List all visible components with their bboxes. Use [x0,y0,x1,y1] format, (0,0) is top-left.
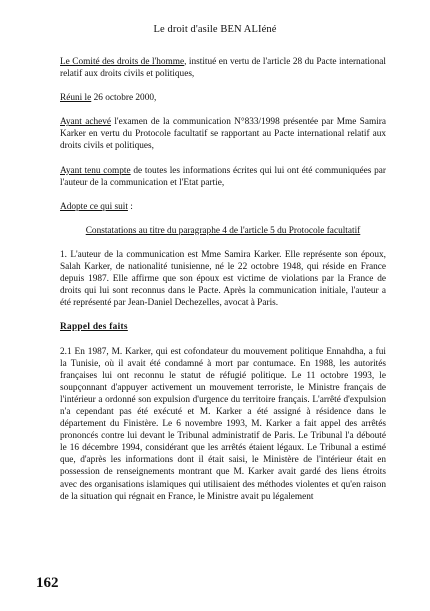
preamble-considered [60,165,386,189]
preamble-committee-lead: Le Comité des droits de l'homme [60,57,185,67]
document-body [60,56,386,515]
section-title [60,321,386,333]
constatations-heading [60,225,386,237]
section-title-text: Rappel des faits [60,322,128,333]
paragraph-2-1: 2.1 En 1987, M. Karker, qui est cofondateur du mouvement politique Ennahdha, a fui la Tunisie, où il avait été condamné à mort par contumace. En 1988, les autorités françaises lui ont reconnu le statut de réfugié politique. Le 11 octobre 1993, le soupçonnant d'appuyer activement un mouvement terroriste, le Ministre français de l'intérieur a ordonné son expulsion d'urgence du territoire français. L'arrêté d'expulsion n'a cependant pas été exécuté et M. Karker a été assigné à résidence dans le département du Finistère. Le 6 novembre 1993, M. Karker a fait appel des arrêtés prononcés contre lui devant le Tribunal administratif de Paris. Le Tribunal l'a débouté le 16 décembre 1994, considérant que les arrêtés étaient légaux. Le Tribunal a estimé que, d'après les informations dont il était saisi, le Ministère de l'intérieur était en possession de renseignements montrant que M. Karker avait gardé des liens étroits avec des organisations islamiques qui utilisaient des méthodes violentes et qu'en raison de la situation qui régnait en France, le Ministre avait pu légalement [60,346,386,502]
preamble-concluded-lead: Ayant achevé [60,117,112,128]
preamble-concluded [60,116,386,152]
paragraph-1: 1. L'auteur de la communication est Mme Samira Karker. Elle représente son époux, Salah Karker, de nationalité tunisienne, né le 22 octobre 1948, qui réside en France depuis 1987. Elle affirme que son époux est victime de violations par la France de droits qui lui sont reconnus dans le Pacte. Après la communication initiale, l'auteur a été représenté par Jean-Daniel Dechezelles, avocat à Paris. [60,249,386,309]
preamble-meeting-lead: Réuni le [60,93,92,104]
page-number: 162 [36,575,59,591]
preamble-meeting [60,92,386,104]
preamble-committee-text: , institué en vertu de l'article 28 du Pacte international relatif aux droits civils et politiques, [60,57,386,80]
preamble-meeting-text: 26 octobre 2000, [91,93,157,104]
preamble-adopts [60,201,386,213]
preamble-considered-text: de toutes les informations écrites qui lui ont été communiquées par l'auteur de la communication et l'Etat partie, [60,165,386,188]
preamble-adopts-text: : [127,201,133,212]
preamble-considered-lead: Ayant tenu compte [60,165,131,176]
preamble-concluded-text: l'examen de la communication N°833/1998 présentée par Mme Samira Karker en vertu du Protocole facultatif se rapportant au Pacte international relatif aux droits civils et politiques, [60,117,386,152]
preamble-adopts-lead: Adopte ce qui suit [60,201,128,212]
running-head: Le droit d'asile BEN ALIéné [153,24,277,35]
constatations-heading-text: Constatations au titre du paragraphe 4 de l'article 5 du Protocole facultatif [85,225,361,236]
preamble-committee [60,56,386,80]
